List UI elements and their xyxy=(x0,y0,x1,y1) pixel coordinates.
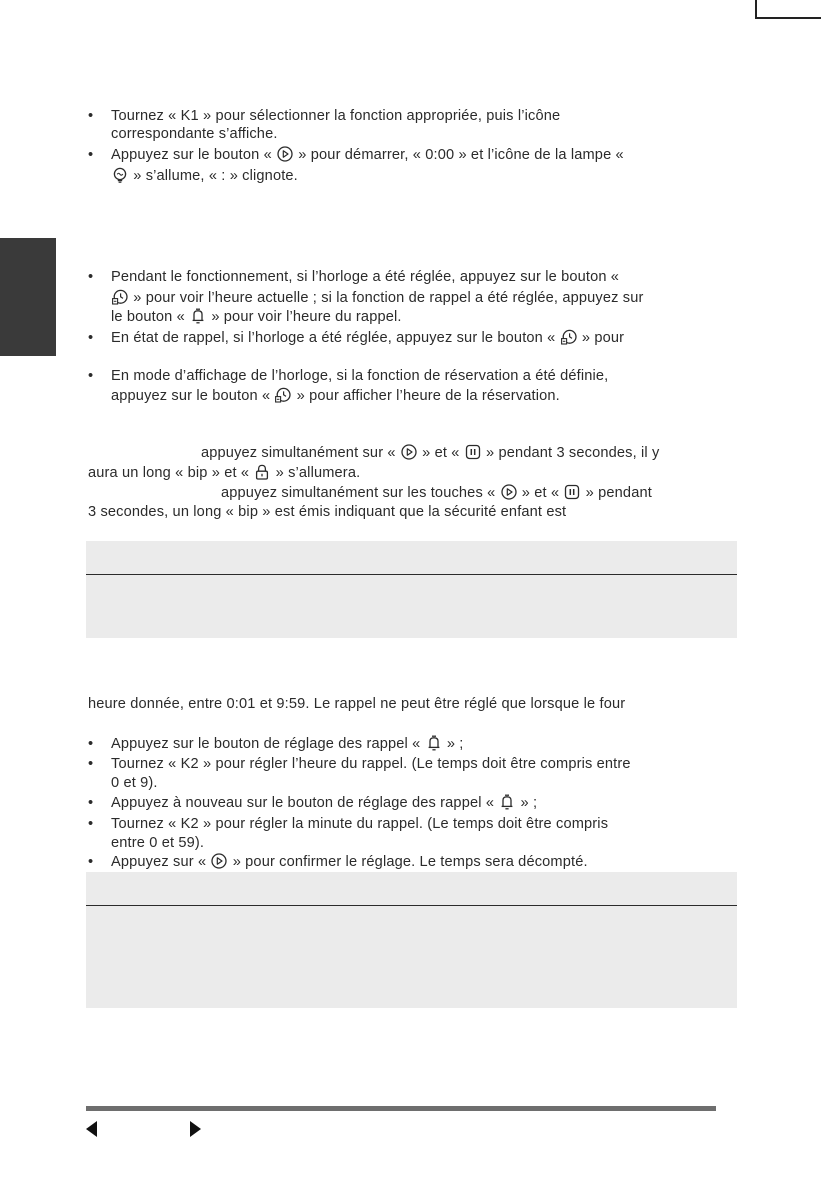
text-fragment: » s’allumera. xyxy=(275,465,361,481)
text-fragment: » ; xyxy=(446,736,464,752)
crop-mark xyxy=(755,0,757,18)
text-fragment: appuyez simultanément sur les touches « xyxy=(221,485,496,501)
next-arrow-icon[interactable] xyxy=(190,1121,201,1137)
text-fragment: » et « xyxy=(521,485,560,501)
text-fragment: appuyez sur le bouton « xyxy=(111,388,271,404)
chapter-side-tab xyxy=(0,238,56,356)
text-fragment: Appuyez sur le bouton de réglage des rappel « xyxy=(111,736,421,752)
bullet: • xyxy=(88,330,94,346)
paragraph-line xyxy=(111,288,643,309)
bullet: • xyxy=(88,368,94,384)
paragraph-line: 0 et 9). xyxy=(111,775,158,791)
paragraph-line xyxy=(111,734,464,755)
play-icon xyxy=(277,146,293,162)
text-fragment: » pour voir l’heure actuelle ; si la fonction de rappel a été réglée, appuyez sur xyxy=(133,290,644,306)
text-fragment: Appuyez à nouveau sur le bouton de réglage des rappel « xyxy=(111,795,495,811)
note-box-header xyxy=(86,872,737,906)
paragraph-line xyxy=(111,307,402,328)
paragraph-line: Pendant le fonctionnement, si l’horloge a été réglée, appuyez sur le bouton « xyxy=(111,269,620,285)
note-box xyxy=(86,541,737,638)
clock-icon xyxy=(112,289,128,305)
play-icon xyxy=(501,484,517,500)
text-fragment: le bouton « xyxy=(111,309,185,325)
paragraph-line: Tournez « K2 » pour régler la minute du rappel. (Le temps doit être compris xyxy=(111,816,609,832)
text-fragment: » pour afficher l’heure de la réservation. xyxy=(296,388,560,404)
paragraph-line: En mode d’affichage de l’horloge, si la fonction de réservation a été définie, xyxy=(111,368,609,384)
paragraph-line xyxy=(111,852,588,873)
bullet: • xyxy=(88,795,94,811)
paragraph-line xyxy=(88,463,360,484)
paragraph-line xyxy=(111,166,298,187)
paragraph-line: Tournez « K1 » pour sélectionner la fonction appropriée, puis l’icône xyxy=(111,108,561,124)
paragraph-line: entre 0 et 59). xyxy=(111,835,205,851)
bell-icon xyxy=(426,735,442,751)
bullet: • xyxy=(88,756,94,772)
pause-icon xyxy=(564,484,580,500)
bell-icon xyxy=(190,308,206,324)
bullet: • xyxy=(88,736,94,752)
paragraph-line xyxy=(221,483,652,504)
text-fragment: » ; xyxy=(520,795,538,811)
paragraph-line xyxy=(111,145,624,166)
bell-icon xyxy=(499,794,515,810)
pause-icon xyxy=(465,444,481,460)
prev-arrow-icon[interactable] xyxy=(86,1121,97,1137)
paragraph-line xyxy=(111,386,560,407)
text-fragment: » pour démarrer, « 0:00 » et l’icône de la lampe « xyxy=(298,147,624,163)
text-fragment: » pendant 3 secondes, il y xyxy=(485,445,660,461)
play-icon xyxy=(211,853,227,869)
text-fragment: En état de rappel, si l’horloge a été réglée, appuyez sur le bouton « xyxy=(111,330,556,346)
paragraph-line xyxy=(111,793,537,814)
paragraph-line xyxy=(111,328,624,349)
text-fragment: aura un long « bip » et « xyxy=(88,465,250,481)
text-fragment: » pour confirmer le réglage. Le temps sera décompté. xyxy=(232,854,588,870)
text-fragment: » pour voir l’heure du rappel. xyxy=(211,309,402,325)
paragraph-line: 3 secondes, un long « bip » est émis indiquant que la sécurité enfant est xyxy=(88,504,567,520)
text-fragment: » s’allume, « : » clignote. xyxy=(133,168,298,184)
footer-rule xyxy=(86,1106,716,1111)
crop-mark xyxy=(755,17,821,19)
lock-icon xyxy=(254,464,270,480)
note-box-header xyxy=(86,541,737,575)
clock-icon xyxy=(275,387,291,403)
text-fragment: appuyez simultanément sur « xyxy=(201,445,396,461)
bullet: • xyxy=(88,108,94,124)
paragraph-line: heure donnée, entre 0:01 et 9:59. Le rappel ne peut être réglé que lorsque le four xyxy=(88,696,626,712)
note-box xyxy=(86,872,737,1008)
text-fragment: Appuyez sur le bouton « xyxy=(111,147,272,163)
paragraph-line: Tournez « K2 » pour régler l’heure du rappel. (Le temps doit être compris entre xyxy=(111,756,631,772)
bullet: • xyxy=(88,269,94,285)
paragraph-line xyxy=(201,443,659,464)
bullet: • xyxy=(88,147,94,163)
clock-icon xyxy=(561,329,577,345)
lamp-icon xyxy=(112,167,128,183)
text-fragment: Appuyez sur « xyxy=(111,854,207,870)
text-fragment: » et « xyxy=(422,445,460,461)
bullet: • xyxy=(88,816,94,832)
text-fragment: » pendant xyxy=(585,485,652,501)
text-fragment: » pour xyxy=(581,330,625,346)
play-icon xyxy=(401,444,417,460)
paragraph-line: correspondante s’affiche. xyxy=(111,126,278,142)
bullet: • xyxy=(88,854,94,870)
